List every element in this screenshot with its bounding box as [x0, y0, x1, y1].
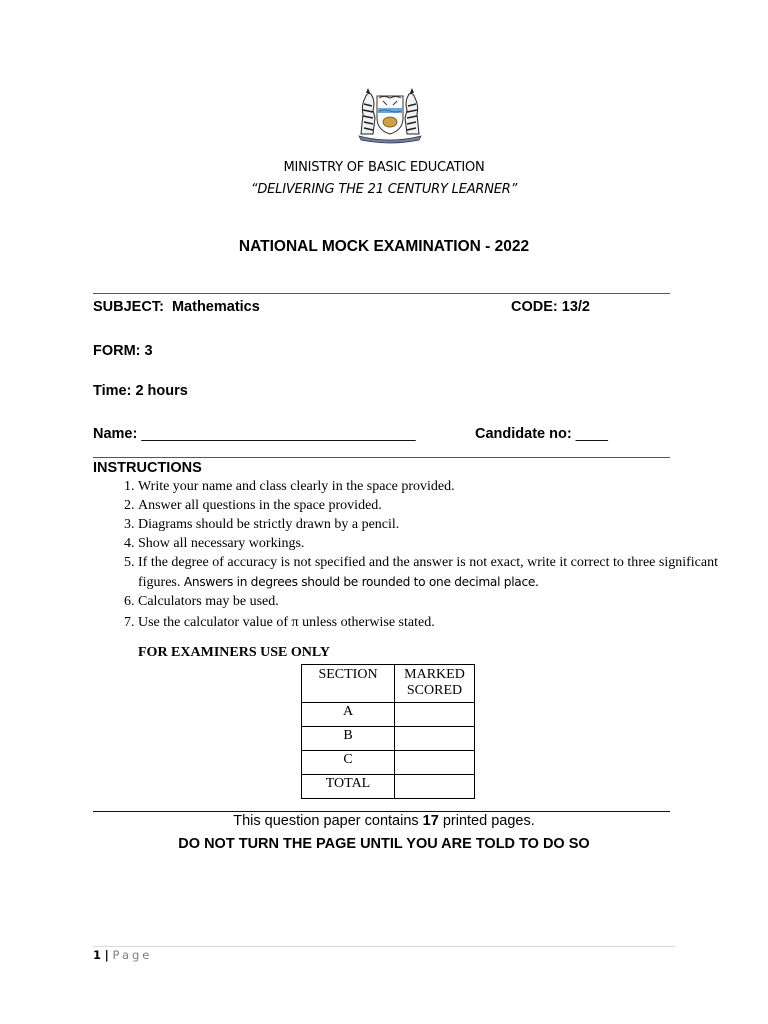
score-cell[interactable]	[395, 727, 475, 751]
time-value: 2 hours	[135, 383, 188, 399]
ministry-name: MINISTRY OF BASIC EDUCATION	[283, 160, 485, 175]
section-column-header: SECTION	[302, 665, 395, 703]
divider-instructions	[93, 457, 670, 458]
score-table-header	[302, 665, 475, 703]
divider-bottom	[93, 811, 670, 812]
form-label: FORM:	[93, 343, 141, 359]
section-cell: TOTAL	[302, 775, 395, 799]
instruction-item: 1. Write your name and class clearly in the space provided.	[138, 478, 738, 497]
subject-value: Mathematics	[171, 299, 260, 315]
section-cell: B	[302, 727, 395, 751]
page-number: 1	[93, 948, 102, 962]
table-row	[302, 727, 475, 751]
score-table	[301, 664, 475, 799]
page-footer	[93, 948, 152, 962]
candidate-label: Candidate no:	[475, 426, 572, 442]
coat-of-arms-icon	[351, 84, 429, 144]
instruction-item: 6. Calculators may be used.	[138, 593, 738, 612]
examiners-heading: FOR EXAMINERS USE ONLY	[138, 645, 331, 660]
candidate-field	[475, 426, 608, 442]
instruction-item: 4. Show all necessary workings.	[138, 535, 738, 554]
divider-top	[93, 293, 670, 294]
table-row	[302, 751, 475, 775]
name-field	[93, 426, 416, 442]
page-count: 17	[422, 813, 439, 829]
table-row	[302, 703, 475, 727]
instruction-item: 5. If the degree of accuracy is not specified and the answer is not exact, write it correct to three significant figures. Answers in degrees should be rounded to one decimal place.	[138, 554, 738, 592]
section-cell: C	[302, 751, 395, 775]
instructions-heading: INSTRUCTIONS	[93, 460, 202, 476]
name-label: Name:	[93, 426, 138, 442]
section-cell: A	[302, 703, 395, 727]
code-label: CODE:	[511, 299, 558, 315]
page-count-notice: This question paper contains 17 printed pages.	[233, 813, 535, 829]
instruction-item: 2. Answer all questions in the space provided.	[138, 497, 738, 516]
score-cell[interactable]	[395, 775, 475, 799]
subject-field	[93, 299, 260, 315]
score-cell[interactable]	[395, 703, 475, 727]
subject-label: SUBJECT:	[93, 299, 164, 315]
exam-title: NATIONAL MOCK EXAMINATION - 2022	[238, 238, 530, 255]
instruction-item: 3. Diagrams should be strictly drawn by a pencil.	[138, 516, 738, 535]
warning-notice: DO NOT TURN THE PAGE UNTIL YOU ARE TOLD TO DO SO	[178, 836, 590, 852]
name-blank[interactable]: __________________________________	[141, 426, 416, 442]
candidate-blank[interactable]: ____	[575, 426, 608, 442]
page-word: Page	[112, 948, 153, 962]
marked-column-header: MARKED SCORED	[395, 665, 475, 703]
code-value: 13/2	[561, 299, 590, 315]
score-cell[interactable]	[395, 751, 475, 775]
instructions-list	[93, 478, 738, 633]
ministry-motto: “DELIVERING THE 21 CENTURY LEARNER”	[250, 182, 518, 197]
code-field	[511, 299, 590, 315]
instruction-item: 7. Use the calculator value of π unless otherwise stated.	[138, 614, 738, 633]
form-value: 3	[144, 343, 153, 359]
instruction-item-extra: Answers in degrees should be rounded to one decimal place.	[183, 574, 539, 589]
form-field	[93, 343, 153, 359]
time-field	[93, 383, 188, 399]
table-row	[302, 775, 475, 799]
footer-rule	[93, 946, 675, 947]
time-label: Time:	[93, 383, 132, 399]
footer-separator: |	[104, 948, 109, 962]
